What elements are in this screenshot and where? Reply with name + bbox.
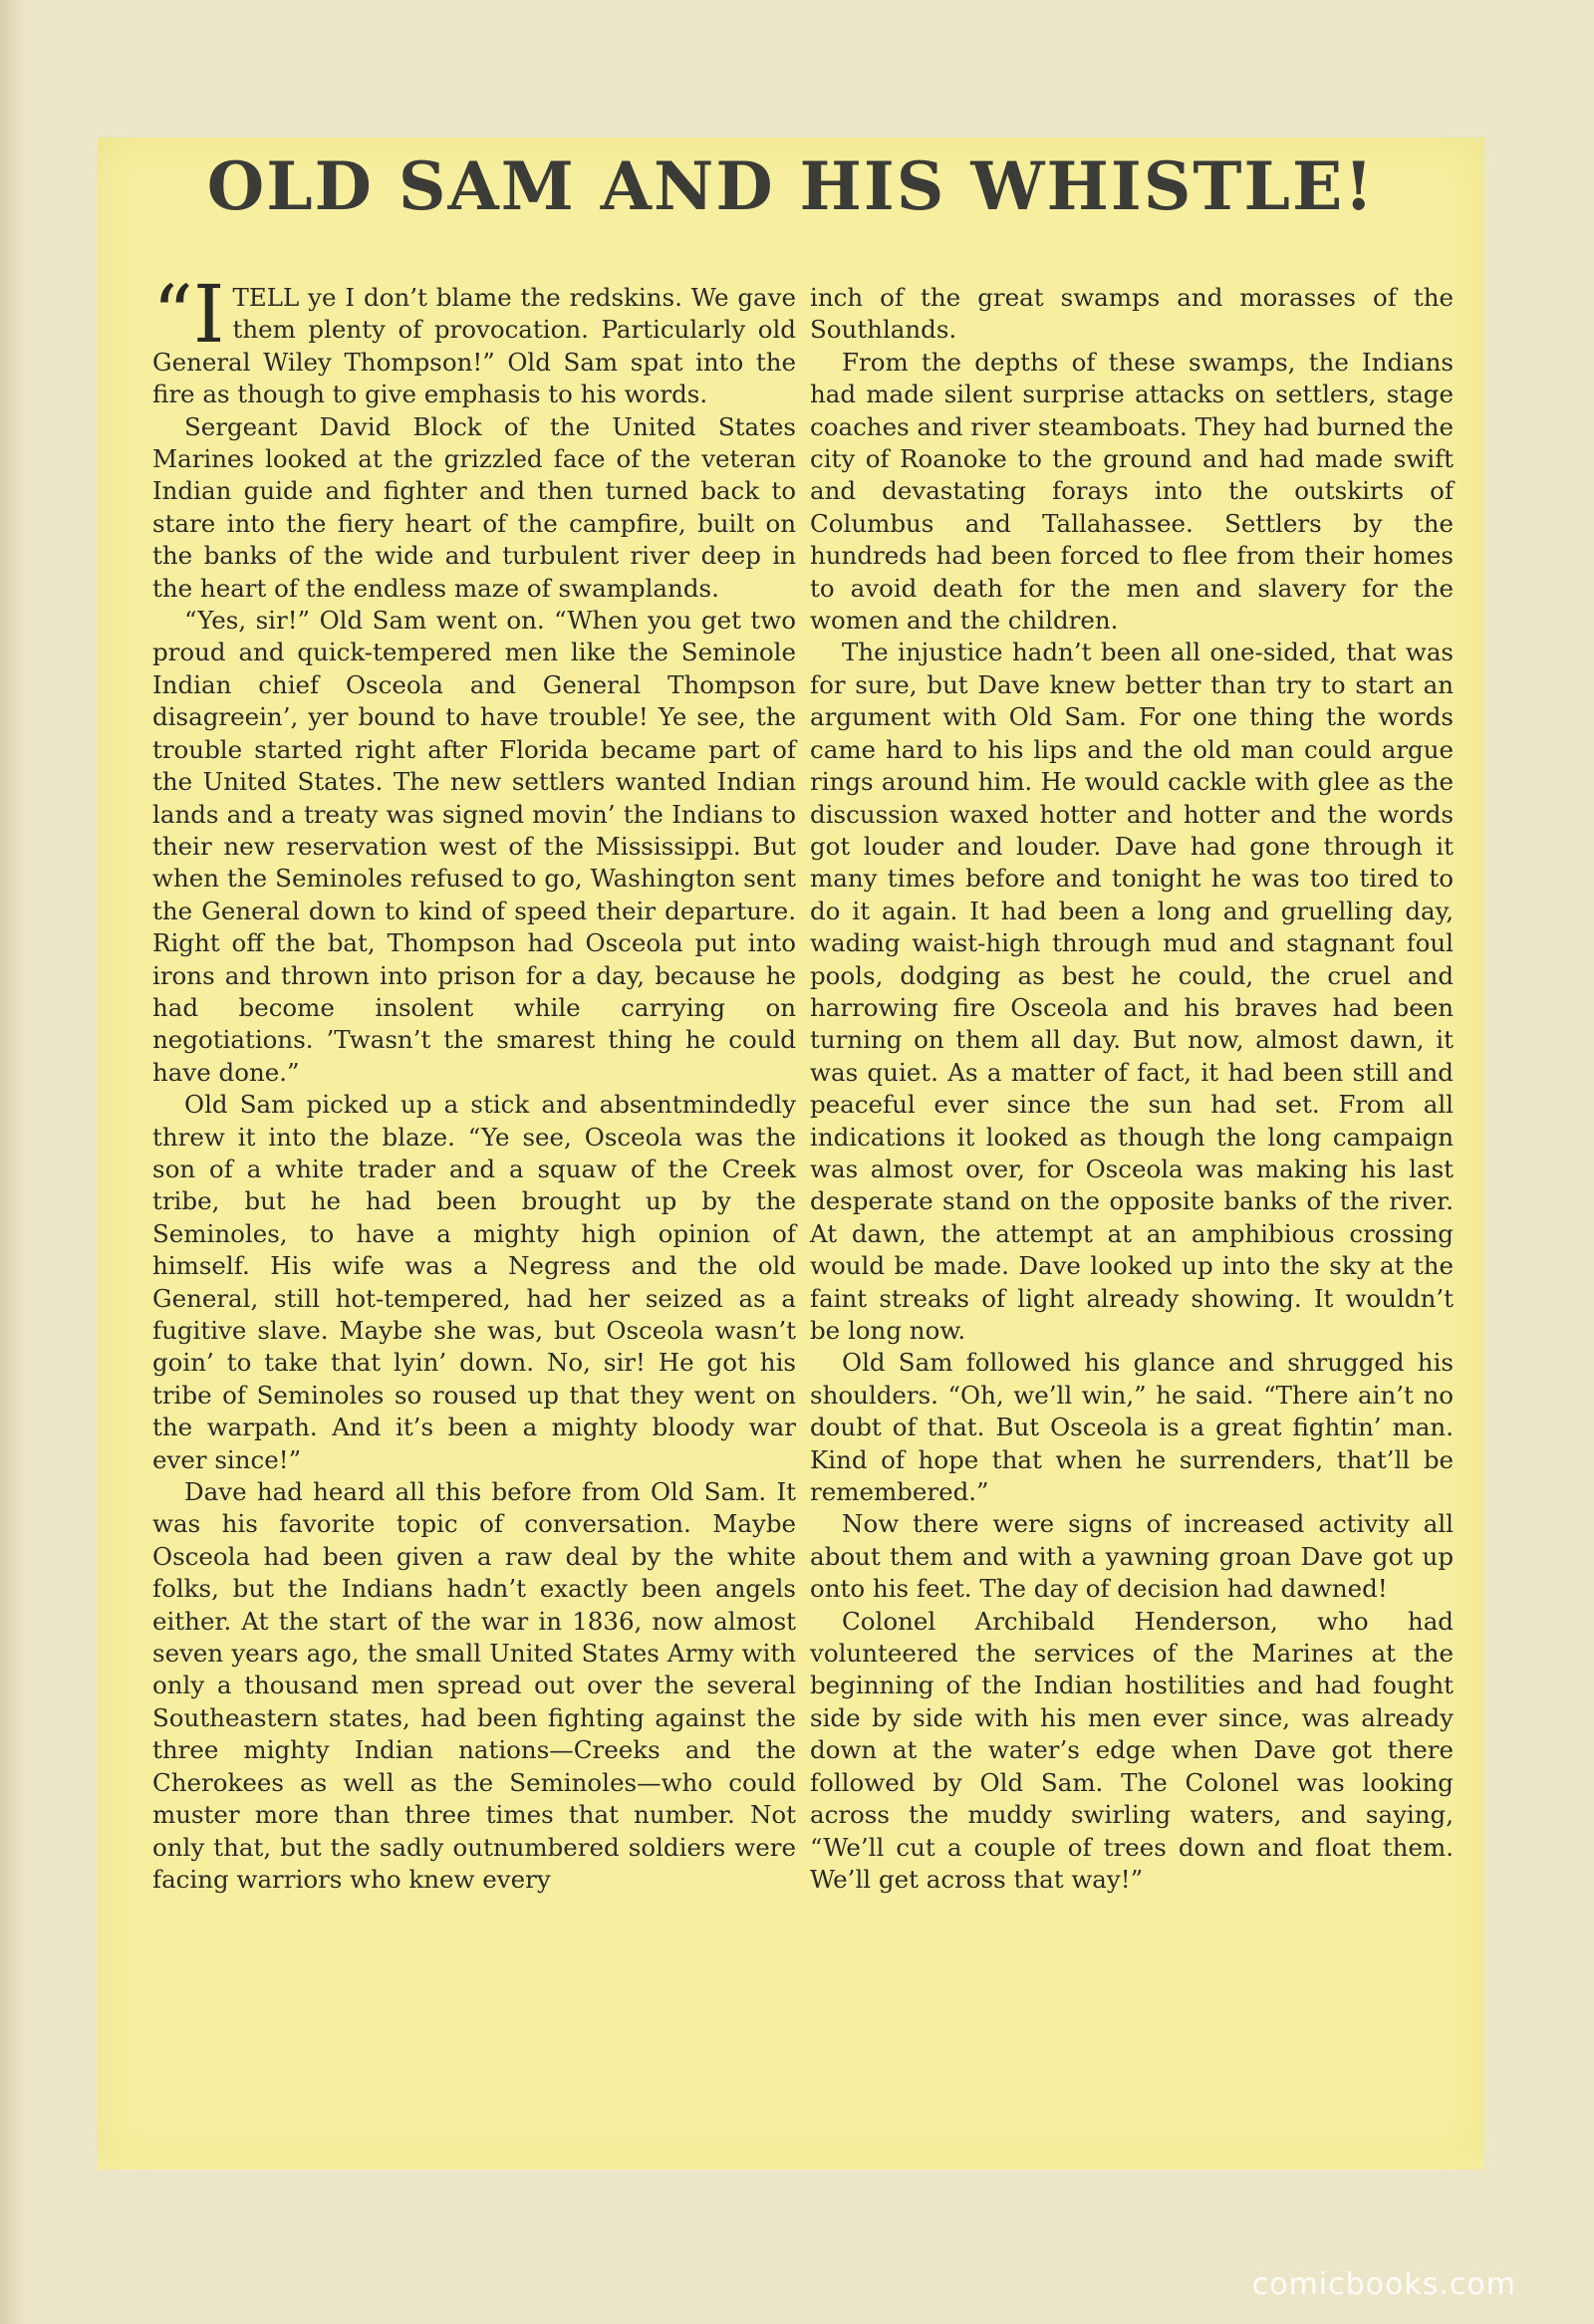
paragraph: From the depths of these swamps, the Indians had made silent surprise attacks on settlers, stage coaches and river steamboats. They had burned the city of Roanoke to the ground and had made swift and devastating forays into the outskirts of Columbus and Tallahassee. Settlers by the hundreds had been forced to flee from their homes to avoid death for the men and slavery for the women and the children. [810, 347, 1454, 636]
left-text-column [152, 268, 796, 1896]
paragraph: Sergeant David Block of the United States Marines looked at the grizzled face of the veteran Indian guide and fighter and then turned back to stare into the fiery heart of the campfire, built on the banks of the wide and turbulent river deep in the heart of the endless maze of swamplands. [152, 411, 796, 603]
drop-cap: “I [152, 268, 225, 361]
story-title: OLD SAM AND HIS WHISTLE! [206, 147, 1376, 225]
right-text-column [810, 282, 1454, 1896]
paragraph-text: TELL ye I don’t blame the redskins. We gave them plenty of provocation. Particularly old General Wiley Thompson!” Old Sam spat into the fire as though to give emphasis to his words. [152, 283, 796, 409]
paragraph: Colonel Archibald Henderson, who had volunteered the services of the Marines at the beginning of the Indian hostilities and had fought side by side with his men ever since, was already down at the water’s edge when Dave got there followed by Old Sam. The Colonel was looking across the muddy swirling waters, and saying, “We’ll cut a couple of trees down and float them. We’ll get across that way!” [810, 1606, 1454, 1894]
paragraph: Old Sam picked up a stick and absentmindedly threw it into the blaze. “Ye see, Osceola was the son of a white trader and a squaw of the Creek tribe, but he had been brought up by the Seminoles, to have a mighty high opinion of himself. His wife was a Negress and the old General, still hot-tempered, had her seized as a fugitive slave. Maybe she was, but Osceola wasn’t goin’ to take that lyin’ down. No, sir! He got his tribe of Seminoles so roused up that they went on the warpath. And it’s been a mighty bloody war ever since!” [152, 1090, 796, 1474]
paragraph: “Yes, sir!” Old Sam went on. “When you get two proud and quick-tempered men like the Seminole Indian chief Osceola and General Thompson disagreein’, yer bound to have trouble! Ye see, the trouble started right after Florida became part of the United States. The new settlers wanted Indian lands and a treaty was signed movin’ the Indians to their new reservation west of the Mississippi. But when the Seminoles refused to go, Washington sent the General down to kind of speed their departure. Right off the bat, Thompson had Osceola put into irons and thrown into prison for a day, because he had become insolent while carrying on negotiations. ’Twasn’t the smarest thing he could have done.” [152, 606, 796, 1087]
paragraph: Old Sam followed his glance and shrugged his shoulders. “Oh, we’ll win,” he said. “There ain’t no doubt of that. But Osceola is a great fightin’ man. Kind of hope that when he surrenders, that’ll be remembered.” [810, 1348, 1454, 1507]
bottom-fade [98, 2148, 1484, 2170]
continuation-paragraph: inch of the great swamps and morasses of the Southlands. [810, 283, 1454, 345]
page-fold-shadow [0, 0, 34, 2324]
paragraph: Now there were signs of increased activity all about them and with a yawning groan Dave got up onto his feet. The day of decision had dawned! [810, 1509, 1454, 1604]
watermark-text: comicbooks.com [1251, 2267, 1516, 2302]
story-panel [98, 137, 1484, 2170]
paragraph: Dave had heard all this before from Old Sam. It was his favorite topic of conversation. Maybe Osceola had been given a raw deal by the white folks, but the Indians hadn’t exactly been angels either. At the start of the war in 1836, now almost seven years ago, the small United States Army with only a thousand men spread out over the several Southeastern states, had been fighting against the three mighty Indian nations—Creeks and the Cherokees as well as the Seminoles—who could muster more than three times that number. Not only that, but the sadly outnumbered soldiers were facing warriors who knew every [152, 1477, 796, 1894]
paragraph: The injustice hadn’t been all one-sided, that was for sure, but Dave knew better than try to start an argument with Old Sam. For one thing the words came hard to his lips and the old man could argue rings around him. He would cackle with glee as the discussion waxed hotter and hotter and the words got louder and louder. Dave had gone through it many times before and tonight he was too tired to do it again. It had been a long and gruelling day, wading waist-high through mud and stagnant foul pools, dodging as best he could, the cruel and harrowing fire Osceola and his braves had been turning on them all day. But now, almost dawn, it was quiet. As a matter of fact, it had been still and peaceful ever since the sun had set. From all indications it looked as though the long campaign was almost over, for Osceola was making his last desperate stand on the opposite banks of the river. At dawn, the attempt at an amphibious crossing would be made. Dave looked up into the sky at the faint streaks of light already showing. It wouldn’t be long now. [810, 638, 1454, 1345]
opening-paragraph [152, 268, 796, 411]
